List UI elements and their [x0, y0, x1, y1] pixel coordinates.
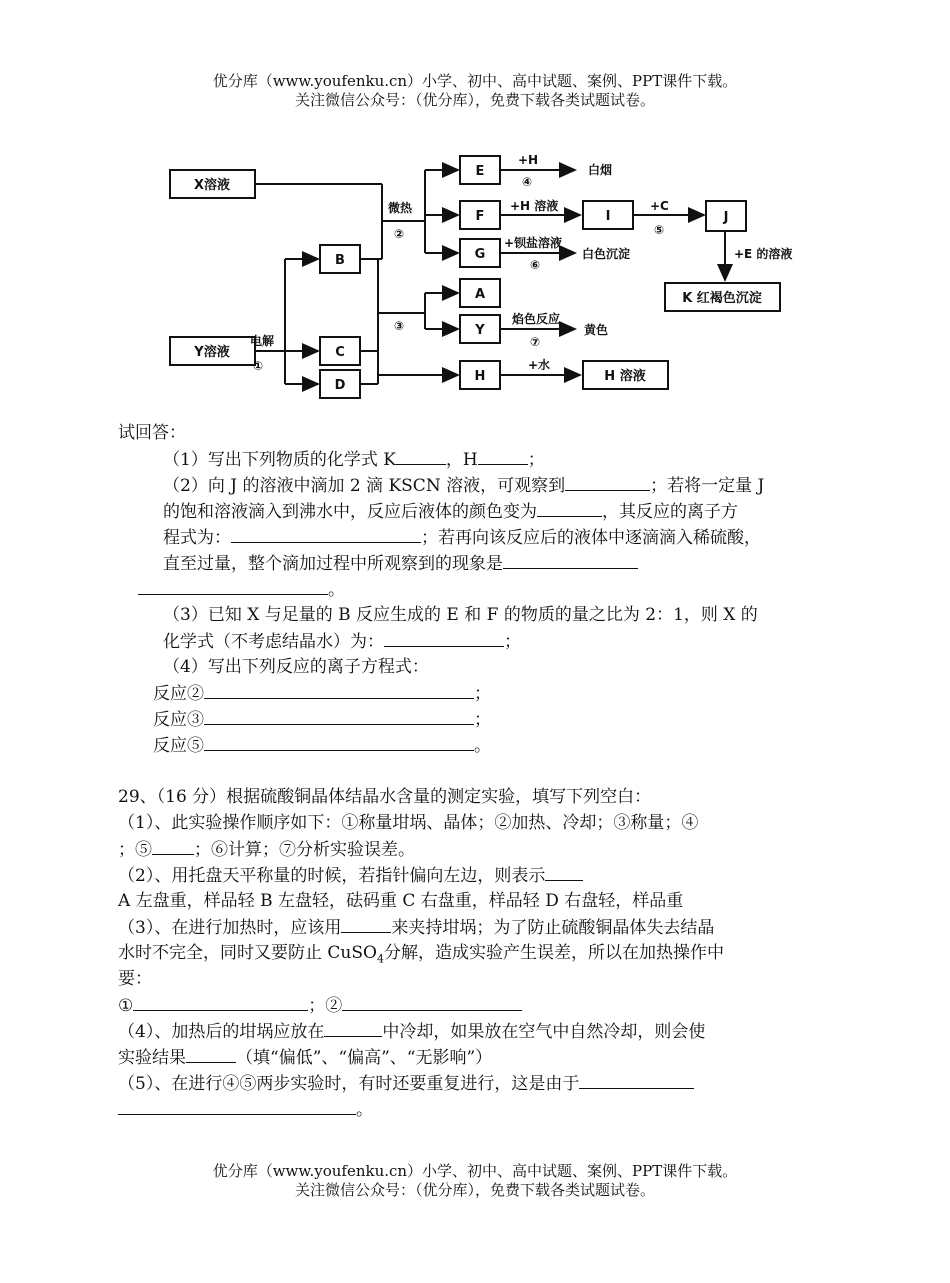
label-white-precipitate: 白色沉淀: [582, 247, 631, 261]
answer-blank[interactable]: [231, 524, 421, 543]
box-c-label: C: [335, 345, 345, 360]
q29-part4-line2: 实验结果 （填“偏低”、“偏高”、“无影响”）: [118, 1044, 838, 1070]
box-y-label: Y溶液: [194, 345, 230, 360]
answer-blank[interactable]: [133, 992, 308, 1011]
label-plus-barium-salt: +钡盐溶液: [504, 236, 563, 250]
label-heat: 微热: [388, 201, 413, 215]
q29-part3-line3: 要：: [118, 969, 152, 989]
answer-blank[interactable]: [342, 992, 522, 1011]
label-yellow: 黄色: [584, 323, 609, 337]
q29-part1-line1: （1）、此实验操作顺序如下：①称量坩埚、晶体；②加热、冷却；③称量；④: [118, 813, 699, 833]
q28-part2-line4: 直至过量，整个滴加过程中所观察到的现象是: [118, 550, 838, 576]
box-g-label: G: [474, 247, 486, 262]
page-footer: [0, 1162, 950, 1200]
q29-part1-line2: ；⑤ ；⑥计算；⑦分析实验误差。: [118, 836, 838, 862]
q29-part4-line1: （4）、加热后的坩埚应放在 中冷却，如果放在空气中自然冷却，则会使: [118, 1018, 838, 1044]
box-b-label: B: [335, 253, 345, 268]
label-step-7: ⑦: [530, 335, 541, 349]
q29-part3-line1: （3）、在进行加热时，应该用 来夹持坩埚；为了防止硫酸铜晶体失去结晶: [118, 914, 838, 940]
label-plus-water: +水: [528, 358, 551, 372]
reaction-flow-diagram: [160, 148, 810, 413]
answer-blank[interactable]: [186, 1044, 236, 1063]
answer-blank[interactable]: [204, 680, 474, 699]
page-header: [0, 72, 950, 110]
q29-part3-line4: ① ；②: [118, 992, 838, 1018]
answer-blank[interactable]: [118, 1096, 356, 1115]
box-i-label: I: [605, 209, 611, 224]
answer-blank[interactable]: [503, 550, 638, 569]
footer-line-2: 关注微信公众号：（优分库），免费下载各类试题试卷。: [294, 1181, 655, 1199]
label-step-1: ①: [253, 359, 264, 373]
label-step-2: ②: [394, 227, 405, 241]
footer-line-1: 优分库（www.youfenku.cn）小学、初中、高中试题、案例、PPT课件下载。: [212, 1162, 738, 1180]
label-plus-e-solution: +E 的溶液: [734, 247, 793, 261]
label-white-smoke: 白烟: [588, 163, 613, 177]
q28-part3-line2: 化学式（不考虑结晶水）为： ；: [118, 628, 838, 654]
answer-blank[interactable]: [396, 446, 446, 465]
q28-part2-line3: 程式为： ；若再向该反应后的液体中逐滴滴入稀硫酸，: [118, 524, 838, 550]
q28-part2-line2: 的饱和溶液滴入到沸水中，反应后液体的颜色变为 ，其反应的离子方: [118, 498, 838, 524]
answer-blank[interactable]: [324, 1018, 382, 1037]
answer-blank[interactable]: [545, 862, 583, 881]
label-plus-h: +H: [518, 153, 539, 167]
q28-intro: 试回答：: [118, 423, 186, 443]
label-step-5: ⑤: [654, 223, 665, 237]
q29-part2-line1: （2）、用托盘天平称量的时候，若指针偏向左边，则表示: [118, 862, 838, 888]
label-step-4: ④: [522, 175, 533, 189]
q29-part5-line2: 。: [118, 1096, 838, 1122]
label-step-6: ⑥: [530, 258, 541, 272]
q28-part3-line1: （3）已知 X 与足量的 B 反应生成的 E 和 F 的物质的量之比为 2：1，则 X 的: [163, 605, 758, 625]
box-e-label: E: [475, 164, 485, 179]
answer-blank[interactable]: [341, 914, 391, 933]
label-flame-test: 焰色反应: [512, 312, 561, 326]
answer-blank[interactable]: [579, 1070, 694, 1089]
q28-part1: （1）写出下列物质的化学式 K ，H ；: [118, 446, 838, 472]
box-h-label: H: [474, 369, 486, 384]
q28-reaction-2: 反应② ；: [118, 680, 838, 706]
q29-title: 29、（16 分）根据硫酸铜晶体结晶水含量的测定实验，填写下列空白：: [118, 787, 652, 807]
box-k-label: K 红褐色沉淀: [682, 291, 762, 306]
header-line-1: 优分库（www.youfenku.cn）小学、初中、高中试题、案例、PPT课件下载。: [212, 72, 738, 90]
label-plus-h-solution: +H 溶液: [510, 199, 559, 213]
answer-blank[interactable]: [204, 706, 474, 725]
q29-part5-line1: （5）、在进行④⑤两步实验时，有时还要重复进行，这是由于: [118, 1070, 838, 1096]
answer-blank[interactable]: [138, 576, 328, 595]
q28-reaction-5: 反应⑤ 。: [118, 732, 838, 758]
question-content: [118, 420, 838, 1122]
answer-blank[interactable]: [152, 836, 194, 855]
box-y-substance-label: Y: [475, 323, 485, 338]
answer-blank[interactable]: [478, 446, 528, 465]
answer-blank[interactable]: [204, 732, 474, 751]
box-a-label: A: [474, 287, 486, 302]
label-electrolysis: 电解: [250, 334, 275, 348]
box-j-label: J: [723, 210, 729, 225]
label-plus-c: +C: [650, 199, 669, 213]
label-step-3: ③: [394, 319, 405, 333]
q28-part2-line5: 。: [118, 576, 838, 602]
q28-reaction-3: 反应③ ；: [118, 706, 838, 732]
answer-blank[interactable]: [537, 498, 602, 517]
box-f-label: F: [475, 209, 485, 224]
q29-part3-line2: 水时不完全，同时又要防止 CuSO$_4$分解，造成实验产生误差，所以在加热操作中: [118, 943, 724, 966]
q28-part2-line1: （2）向 J 的溶液中滴加 2 滴 KSCN 溶液，可观察到 ；若将一定量 J: [118, 472, 838, 498]
header-line-2: 关注微信公众号：（优分库），免费下载各类试题试卷。: [294, 91, 655, 109]
answer-blank[interactable]: [384, 628, 504, 647]
answer-blank[interactable]: [565, 472, 650, 491]
q29-part2-options: A 左盘重，样品轻 B 左盘轻，砝码重 C 右盘重，样品轻 D 右盘轻，样品重: [118, 891, 684, 911]
box-x-label: X溶液: [193, 178, 231, 193]
q28-part4: （4）写出下列反应的离子方程式：: [163, 657, 429, 677]
box-h-solution-label: H 溶液: [604, 369, 646, 384]
box-d-label: D: [334, 378, 346, 393]
